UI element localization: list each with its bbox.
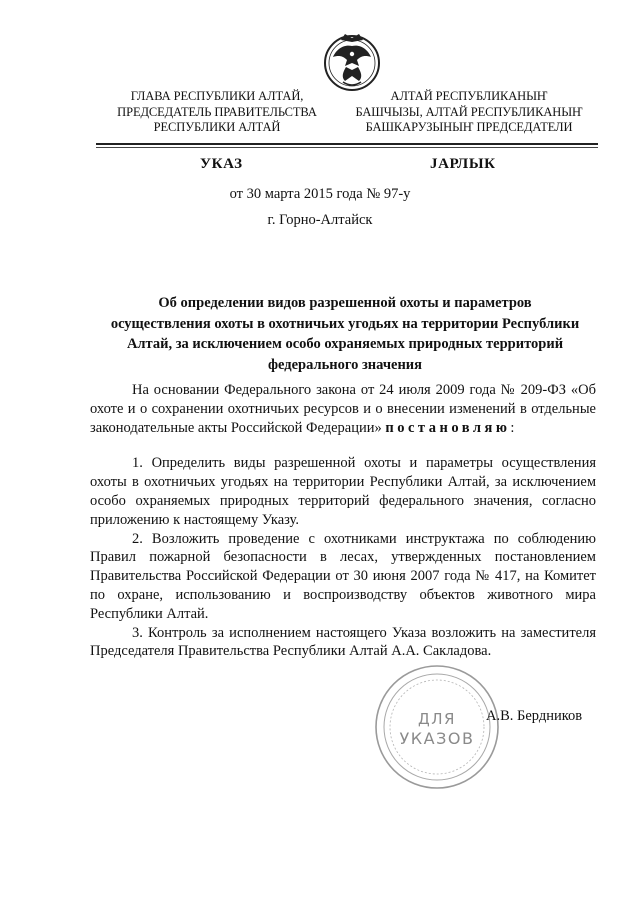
signatory-name: А.В. Бердников: [486, 708, 583, 724]
decree-type-altai: ЈАРЛЫК: [430, 156, 496, 172]
preamble-end: :: [510, 419, 515, 436]
svg-text:УКАЗОВ: УКАЗОВ: [399, 729, 475, 748]
header-right-line: АЛТАЙ РЕСПУБЛИКАНЫҤ: [390, 89, 548, 103]
header-divider-thick: [96, 143, 598, 145]
decree-date-number: от 30 марта 2015 года № 97-у: [229, 186, 411, 202]
coat-of-arms-emblem: [321, 30, 383, 94]
header-right-block: [344, 89, 594, 136]
header-left-block: [92, 89, 342, 136]
preamble-paragraph: [90, 381, 596, 437]
decree-type-russian: УКАЗ: [200, 156, 243, 172]
header-right-line: БАШКАРУЗЫНЫҤ ПРЕДСЕДАТЕЛИ: [365, 120, 573, 134]
decree-body: [90, 381, 596, 661]
official-stamp: [372, 662, 502, 792]
decree-item-1: 1. Определить виды разрешенной охоты и параметры осуществления охоты в охотничьих угодьях на территории Республики Алтай, за исключением особо охраняемых природных территорий федерального значения, согласно приложению к настоящему Указу.: [90, 455, 596, 528]
header-right-line: БАШЧЫЗЫ, АЛТАЙ РЕСПУБЛИКАНЫҤ: [355, 104, 583, 119]
decree-title: Об определении видов разрешенной охоты и параметров осуществления охоты в охотничьих угодьях на территории Республики Алтай, за исключением особо охраняемых природных территорий федерального значения: [110, 295, 580, 373]
decree-item-2: 2. Возложить проведение с охотниками инструктажа по соблюдению Правил пожарной безопасности в лесах, утвержденных постановлением Правительства Российской Федерации от 30 июня 2007 года № 417, на Комитет по охране, использованию и воспроизводству объектов животного мира Республики Алтай.: [90, 530, 596, 622]
decree-city: г. Горно-Алтайск: [267, 212, 373, 228]
header-left-line: ПРЕДСЕДАТЕЛЬ ПРАВИТЕЛЬСТВА: [117, 104, 317, 119]
header-left-line: ГЛАВА РЕСПУБЛИКИ АЛТАЙ,: [130, 89, 304, 103]
preamble-keyword: постановляю: [385, 419, 511, 436]
decree-item-3: 3. Контроль за исполнением настоящего Указа возложить на заместителя Председателя Правительства Республики Алтай А.А. Сакладова.: [90, 624, 596, 660]
header-left-line: РЕСПУБЛИКИ АЛТАЙ: [153, 120, 281, 134]
preamble-text: На основании Федерального закона от 24 июля 2009 года № 209-ФЗ «Об охоте и о сохранении охотничьих ресурсов и о внесении изменений в отдельные законодательные акты Российской Федерации»: [90, 382, 596, 436]
svg-text:ДЛЯ: ДЛЯ: [418, 710, 456, 728]
header-divider-thin: [96, 147, 598, 148]
